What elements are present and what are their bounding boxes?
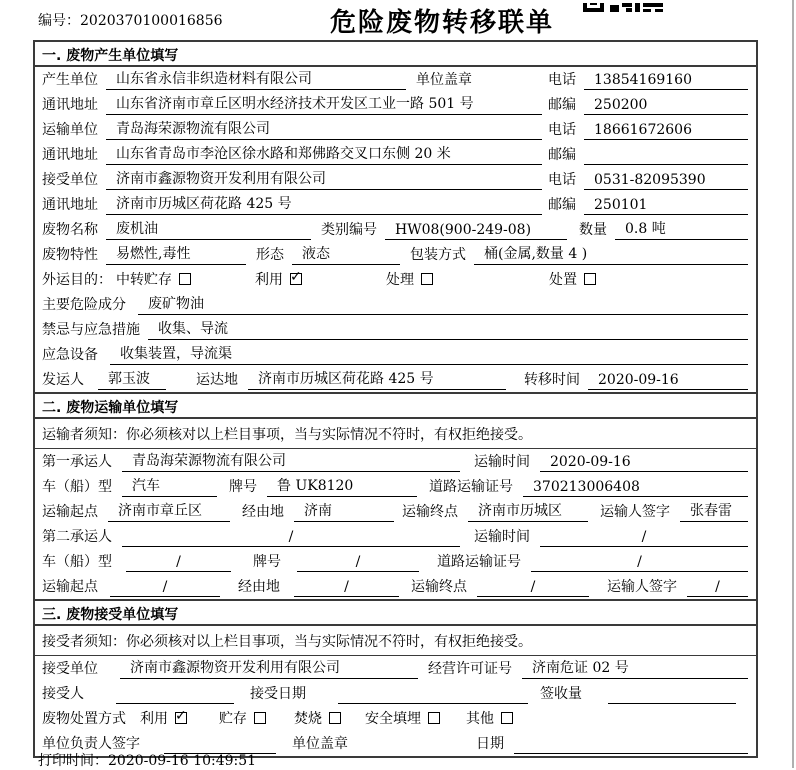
purpose-option-transfer-storage: [116, 269, 191, 290]
purpose-option-reuse: [255, 269, 302, 290]
destination-label: 运达地: [196, 372, 238, 388]
carrier2-sign-label: 运输人签字: [607, 579, 677, 595]
disposal-option-incineration: [294, 708, 341, 729]
carrier2-origin-label: 运输起点: [42, 579, 98, 595]
accept-unit-field: 济南市鑫源物资开发利用有限公司: [120, 657, 418, 679]
row-transporter-address: [35, 142, 756, 167]
print-time-value: 2020-09-16 10:49:51: [108, 753, 257, 769]
carrier1-time-field: 2020-09-16: [540, 454, 748, 472]
purpose-option-treatment-label: 处理: [386, 272, 414, 288]
carrier1-terminus-field: 济南市历城区: [468, 500, 588, 522]
row-taboo: [35, 317, 756, 342]
transporter-zip-field: [584, 148, 748, 165]
date-field: [514, 737, 748, 754]
row-equipment: [35, 342, 756, 367]
hazard-label: 主要危险成分: [42, 297, 126, 313]
equipment-field: 收集装置，导流渠: [110, 343, 748, 365]
carrier1-origin-label: 运输起点: [42, 504, 98, 520]
row-accept-unit: [35, 656, 756, 681]
quantity-label: 数量: [579, 222, 607, 238]
disposal-checkbox: [584, 273, 596, 285]
receiver-phone-field: 0531-82095390: [584, 172, 748, 190]
purpose-option-treatment: [386, 269, 433, 290]
disposal-option-reuse-label: 利用: [140, 711, 168, 727]
row-carrier2-route: [35, 574, 756, 599]
category-field: HW08(900-249-08): [385, 222, 567, 240]
disposal-option-other: [466, 708, 513, 729]
destination-field: 济南市历城区荷花路 425 号: [248, 368, 506, 390]
quantity-field: 0.8 吨: [615, 218, 748, 240]
producer-address-label: 通讯地址: [42, 97, 98, 113]
traits-field: 易燃性,毒性: [106, 243, 246, 265]
accept-date-field: [338, 687, 528, 704]
receiver-address-field: 济南市历城区荷花路 425 号: [106, 193, 542, 215]
packing-label: 包装方式: [410, 247, 466, 263]
carrier1-origin-field: 济南市章丘区: [108, 500, 230, 522]
carrier1-terminus-label: 运输终点: [402, 504, 458, 520]
shipper-field: 郭玉波: [98, 368, 166, 390]
carrier1-sign-field: 张春雷: [680, 500, 748, 522]
section-producer: [35, 42, 756, 392]
hazard-field: 废矿物油: [138, 293, 748, 315]
receiver-label: 接受单位: [42, 172, 98, 188]
date-label: 日期: [476, 736, 504, 752]
manifest-form: [33, 40, 758, 758]
packing-field: 桶(金属,数量 4 ): [474, 243, 748, 265]
section-receiver: [35, 599, 756, 756]
purpose-option-reuse-label: 利用: [255, 272, 283, 288]
disposal-option-reuse: [140, 708, 187, 729]
disposal-option-other-label: 其他: [466, 711, 494, 727]
row-waste-traits: [35, 242, 756, 267]
purpose-option-transfer-storage-label: 中转贮存: [116, 272, 172, 288]
disposal-reuse-checkbox: [175, 712, 187, 724]
print-time-label: 打印时间：: [38, 753, 108, 769]
transporter-zip-label: 邮编: [548, 147, 576, 163]
receiver-zip-field: 250101: [584, 197, 748, 215]
carrier2-field: /: [122, 529, 460, 547]
carrier2-via-label: 经由地: [238, 579, 280, 595]
carrier1-sign-label: 运输人签字: [600, 504, 670, 520]
carrier2-terminus-label: 运输终点: [411, 579, 467, 595]
purpose-option-disposal-label: 处置: [549, 272, 577, 288]
row-carrier1-vehicle: [35, 474, 756, 499]
qr-code-icon: [583, 0, 663, 9]
row-carrier1-route: [35, 499, 756, 524]
carrier2-vehicle-label: 车（船）型: [42, 554, 112, 570]
receiver-address-label: 通讯地址: [42, 197, 98, 213]
carrier1-permit-label: 道路运输证号: [429, 479, 513, 495]
carrier2-plate-label: 牌号: [253, 554, 281, 570]
transfer-time-label: 转移时间: [524, 372, 580, 388]
category-label: 类别编号: [321, 222, 377, 238]
transporter-address-label: 通讯地址: [42, 147, 98, 163]
carrier2-origin-field: /: [110, 579, 220, 597]
carrier2-plate-field: /: [297, 554, 419, 572]
transporter-phone-label: 电话: [548, 122, 576, 138]
reuse-checkbox: [290, 273, 302, 285]
carrier2-time-field: /: [540, 529, 748, 547]
producer-zip-field: 250200: [584, 97, 748, 115]
taboo-field: 收集、导流: [148, 318, 748, 340]
serial-value: 2020370100016856: [80, 13, 223, 29]
row-acceptor: [35, 681, 756, 706]
transporter-field: 青岛海荣源物流有限公司: [106, 118, 542, 140]
form-field: 液态: [292, 243, 400, 265]
row-receiver-address: [35, 192, 756, 217]
row-shipper: [35, 367, 756, 392]
carrier2-sign-field: /: [687, 579, 748, 597]
print-time: [38, 750, 256, 770]
transporter-phone-field: 18661672606: [584, 122, 748, 140]
disposal-other-checkbox: [501, 712, 513, 724]
disposal-option-landfill: [365, 708, 440, 729]
shipper-label: 发运人: [42, 372, 84, 388]
carrier1-vehicle-field: 汽车: [122, 475, 217, 497]
window-right-edge: [792, 0, 794, 768]
disposal-method-label: 废物处置方式: [42, 711, 126, 727]
section-receiver-heading: 三. 废物接受单位填写: [35, 601, 756, 626]
accept-date-label: 接受日期: [250, 686, 306, 702]
carrier2-label: 第二承运人: [42, 529, 112, 545]
signed-qty-field: [608, 687, 736, 704]
carrier1-vehicle-label: 车（船）型: [42, 479, 112, 495]
row-carrier2-vehicle: [35, 549, 756, 574]
disposal-incineration-checkbox: [329, 712, 341, 724]
transporter-address-field: 山东省青岛市李沧区徐水路和郑佛路交叉口东侧 20 米: [106, 143, 542, 165]
treatment-checkbox: [421, 273, 433, 285]
producer-address-field: 山东省济南市章丘区明水经济技术开发区工业一路 501 号: [106, 93, 542, 115]
disposal-landfill-checkbox: [428, 712, 440, 724]
carrier2-vehicle-field: /: [126, 554, 231, 572]
carrier2-terminus-field: /: [477, 579, 589, 597]
producer-label: 产生单位: [42, 72, 98, 88]
receiver-phone-label: 电话: [548, 172, 576, 188]
row-disposal-method: [35, 706, 756, 731]
section-transporter-heading: 二. 废物运输单位填写: [35, 394, 756, 419]
equipment-label: 应急设备: [42, 347, 98, 363]
receiver-notice-text: 接受者须知：你必须核对以上栏目事项，当与实际情况不符时，有权拒绝接受。: [42, 634, 532, 650]
carrier1-time-label: 运输时间: [474, 454, 530, 470]
chief-sign-label: 单位负责人签字: [42, 736, 140, 752]
carrier2-permit-field: /: [531, 554, 748, 572]
transfer-storage-checkbox: [179, 273, 191, 285]
serial-label: 编号：: [38, 13, 80, 29]
row-waste-name: [35, 217, 756, 242]
carrier1-via-field: 济南: [294, 500, 394, 522]
carrier1-plate-field: 鲁 UK8120: [267, 475, 417, 497]
producer-phone-field: 13854169160: [584, 72, 748, 90]
receiver-notice: [35, 626, 756, 656]
disposal-option-incineration-label: 焚烧: [294, 711, 322, 727]
transfer-time-field: 2020-09-16: [588, 372, 748, 390]
section-producer-heading: 一. 废物产生单位填写: [35, 42, 756, 67]
license-field: 济南危证 02 号: [522, 657, 748, 679]
form-label: 形态: [256, 247, 284, 263]
license-label: 经营许可证号: [428, 661, 512, 677]
carrier1-plate-label: 牌号: [229, 479, 257, 495]
carrier1-permit-field: 370213006408: [523, 479, 748, 497]
producer-zip-label: 邮编: [548, 97, 576, 113]
carrier1-field: 青岛海荣源物流有限公司: [122, 450, 460, 472]
row-transporter: [35, 117, 756, 142]
row-producer-address: [35, 92, 756, 117]
receiver-field: 济南市鑫源物资开发利用有限公司: [106, 168, 542, 190]
transporter-notice: [35, 419, 756, 449]
purpose-option-disposal: [549, 269, 596, 290]
carrier1-via-label: 经由地: [242, 504, 284, 520]
waste-name-field: 废机油: [106, 218, 311, 240]
row-carrier2: [35, 524, 756, 549]
purpose-label: 外运目的：: [42, 272, 112, 288]
signed-qty-label: 签收量: [540, 686, 582, 702]
disposal-option-storage: [219, 708, 266, 729]
unit-seal-label: 单位盖章: [292, 736, 348, 752]
transporter-label: 运输单位: [42, 122, 98, 138]
producer-field: 山东省永信非织造材料有限公司: [106, 68, 406, 90]
disposal-option-landfill-label: 安全填埋: [365, 711, 421, 727]
traits-label: 废物特性: [42, 247, 98, 263]
taboo-label: 禁忌与应急措施: [42, 322, 140, 338]
waste-name-label: 废物名称: [42, 222, 98, 238]
serial-number: [38, 10, 223, 30]
accept-unit-label: 接受单位: [42, 661, 98, 677]
row-hazard: [35, 292, 756, 317]
document-header: [0, 0, 796, 40]
row-producer: [35, 67, 756, 92]
carrier2-permit-label: 道路运输证号: [437, 554, 521, 570]
producer-seal-label: 单位盖章: [416, 72, 472, 88]
acceptor-label: 接受人: [42, 686, 84, 702]
carrier2-time-label: 运输时间: [474, 529, 530, 545]
transporter-notice-text: 运输者须知：你必须核对以上栏目事项，当与实际情况不符时，有权拒绝接受。: [42, 427, 532, 443]
disposal-storage-checkbox: [254, 712, 266, 724]
row-purpose: [35, 267, 756, 292]
receiver-zip-label: 邮编: [548, 197, 576, 213]
acceptor-field: [116, 687, 234, 704]
producer-phone-label: 电话: [548, 72, 576, 88]
row-receiver: [35, 167, 756, 192]
row-carrier1: [35, 449, 756, 474]
section-transporter: [35, 392, 756, 599]
carrier2-via-field: /: [294, 579, 399, 597]
disposal-option-storage-label: 贮存: [219, 711, 247, 727]
carrier1-label: 第一承运人: [42, 454, 112, 470]
page-title: 危险废物转移联单: [329, 8, 555, 38]
